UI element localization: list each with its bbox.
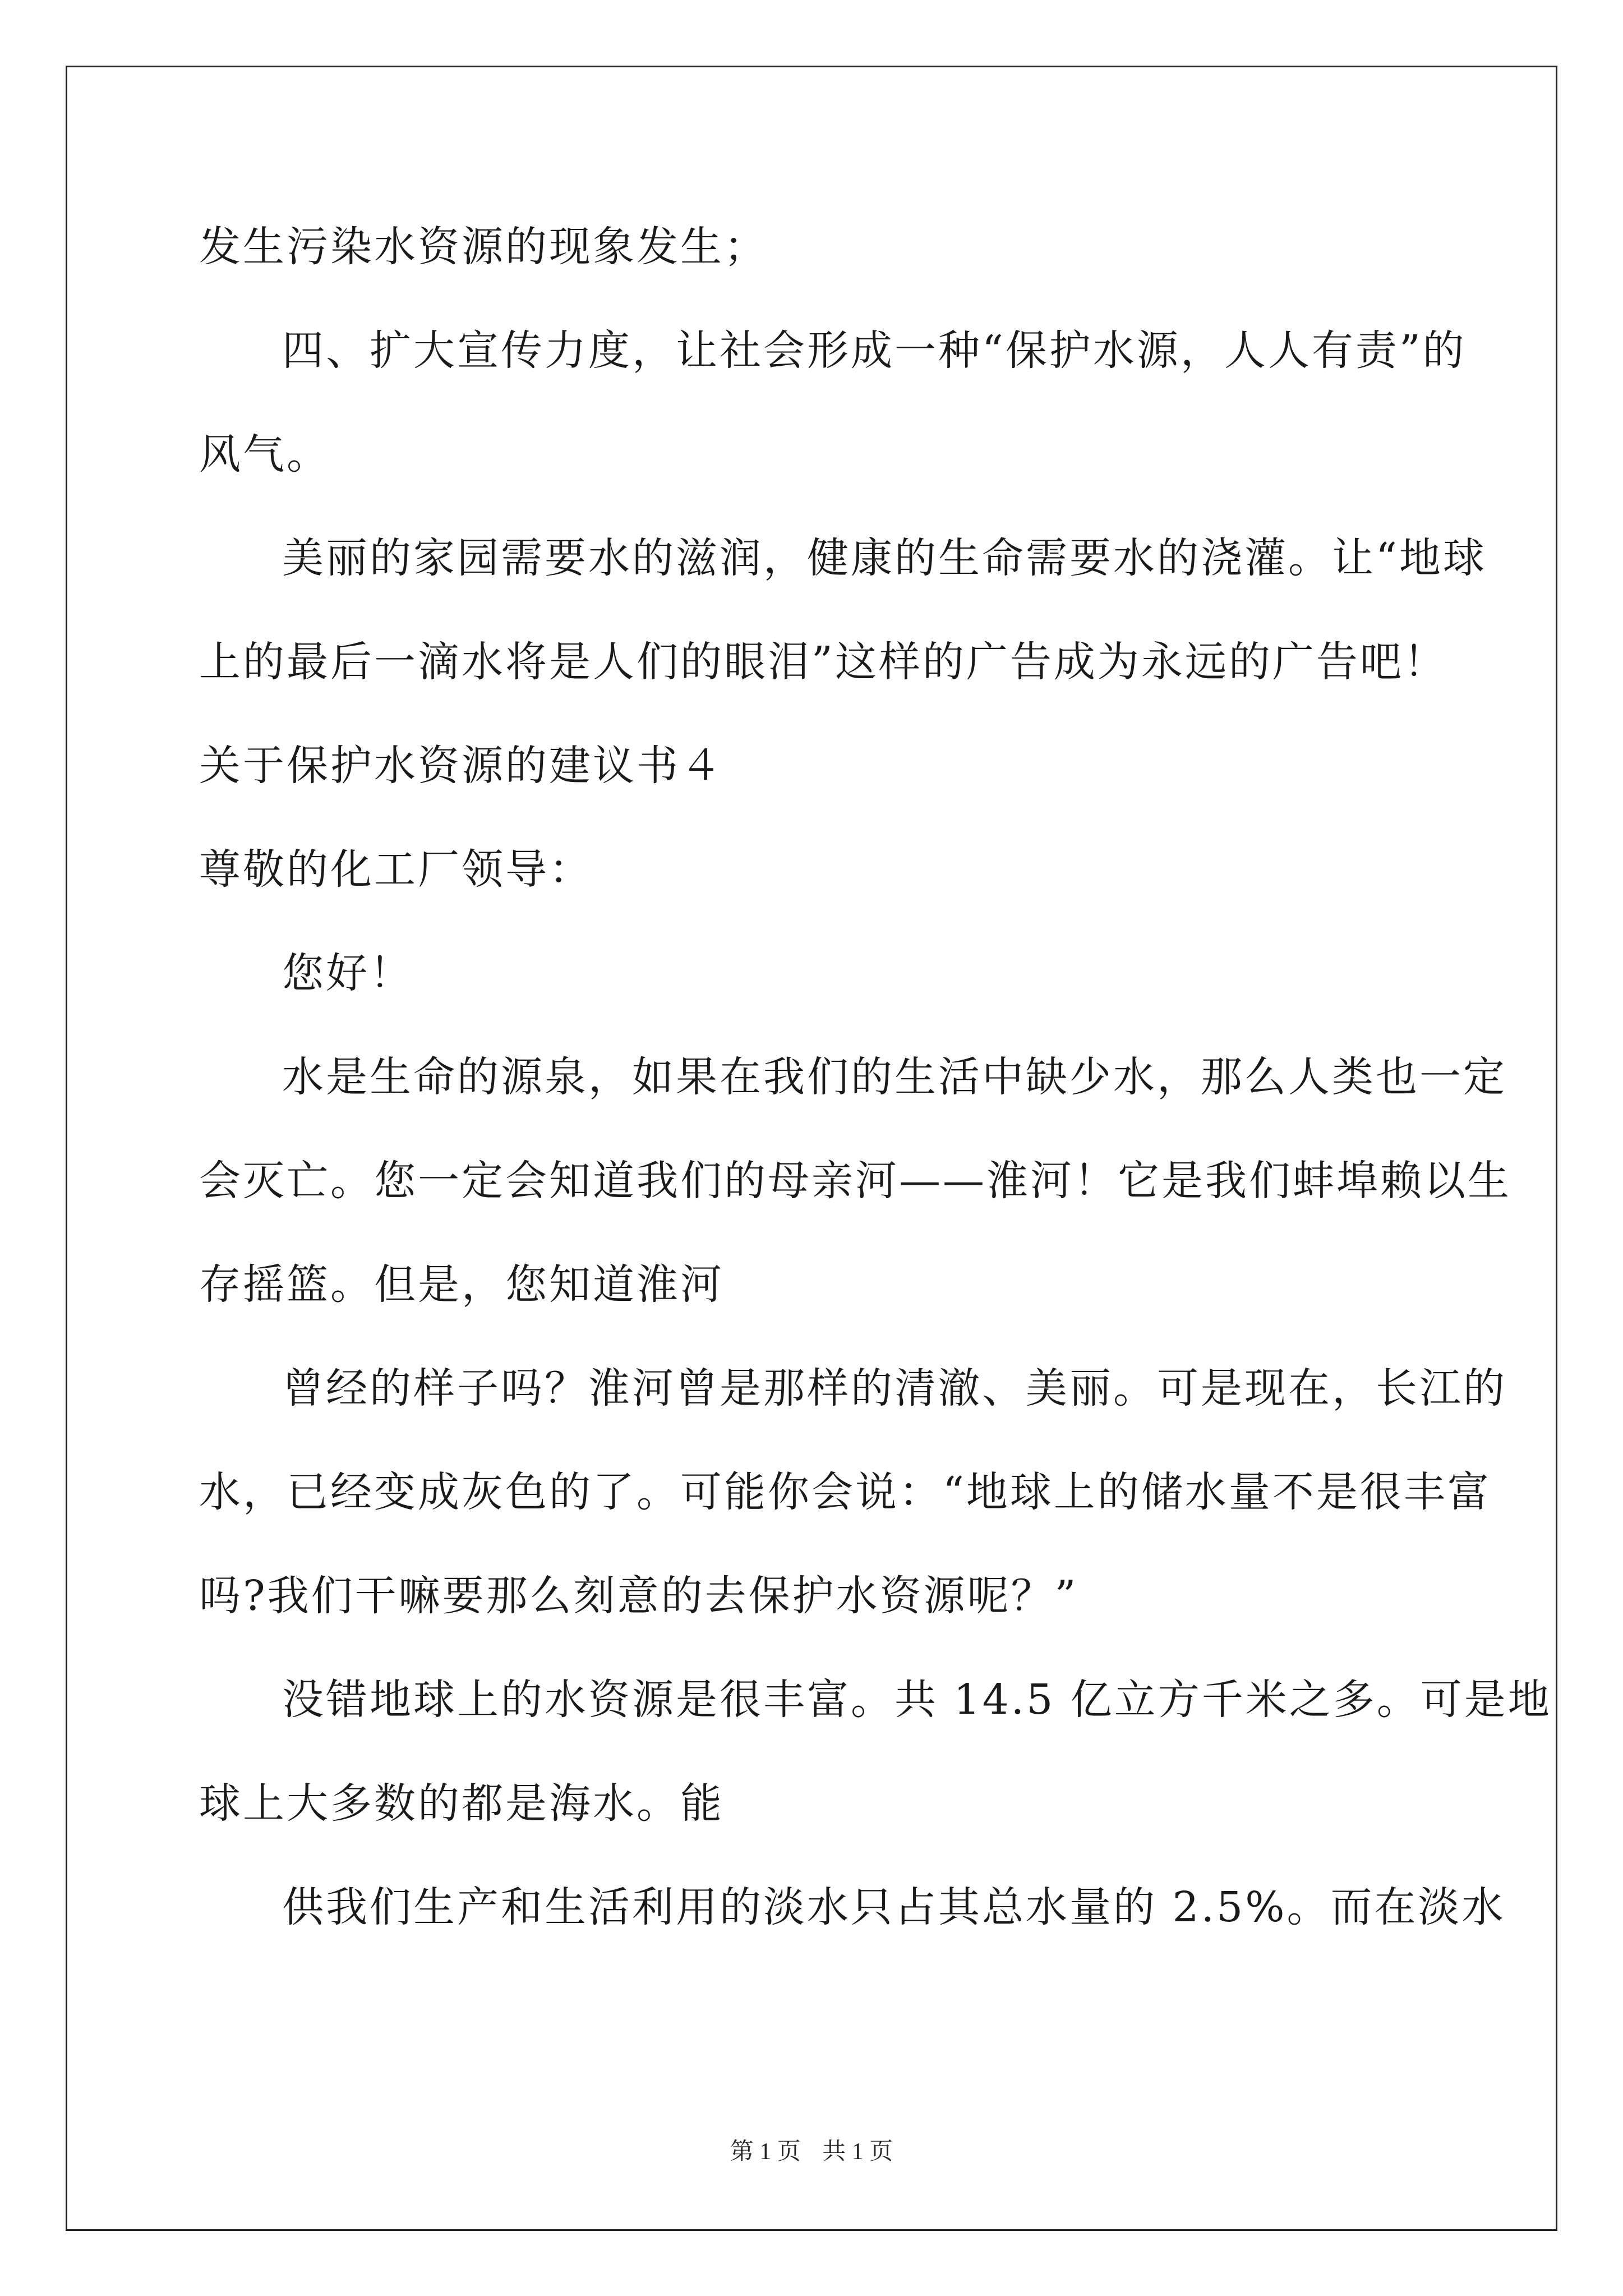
greeting: 您好！ <box>282 949 413 997</box>
text-line: 存摇篮。但是，您知道淮河 <box>199 1260 724 1309</box>
text-line: 水是生命的源泉，如果在我们的生活中缺少水，那么人类也一定 <box>282 1053 1507 1101</box>
text-line: 供我们生产和生活利用的淡水只占其总水量的 2.5%。而在淡水 <box>282 1883 1506 1931</box>
page-total: 共 1 页 <box>822 2139 893 2165</box>
text-line: 四、扩大宣传力度，让社会形成一种“保护水源，人人有责”的 <box>282 326 1467 375</box>
text-line: 没错地球上的水资源是很丰富。共 14.5 亿立方千米之多。可是地 <box>282 1676 1552 1724</box>
text-line: 水，已经变成灰色的了。可能你会说：“地球上的储水量不是很丰富 <box>199 1468 1491 1516</box>
text-line: 风气。 <box>199 430 330 478</box>
section-heading: 关于保护水资源的建议书４ <box>199 742 724 790</box>
text-line: 美丽的家园需要水的滋润，健康的生命需要水的浇灌。让“地球 <box>282 534 1487 582</box>
text-line: 发生污染水资源的现象发生； <box>199 223 768 271</box>
page-footer <box>0 2136 1623 2168</box>
text-line: 上的最后一滴水将是人们的眼泪”这样的广告成为永远的广告吧！ <box>199 638 1447 686</box>
page-number: 第 1 页 <box>730 2139 801 2165</box>
text-line: 曾经的样子吗？淮河曾是那样的清澈、美丽。可是现在，长江的 <box>282 1364 1507 1412</box>
text-line: 吗?我们干嘛要那么刻意的去保护水资源呢？” <box>199 1572 1078 1620</box>
text-line: 球上大多数的都是海水。能 <box>199 1779 724 1828</box>
text-line: 会灭亡。您一定会知道我们的母亲河——淮河！它是我们蚌埠赖以生 <box>199 1157 1511 1205</box>
salutation: 尊敬的化工厂领导： <box>199 845 593 894</box>
